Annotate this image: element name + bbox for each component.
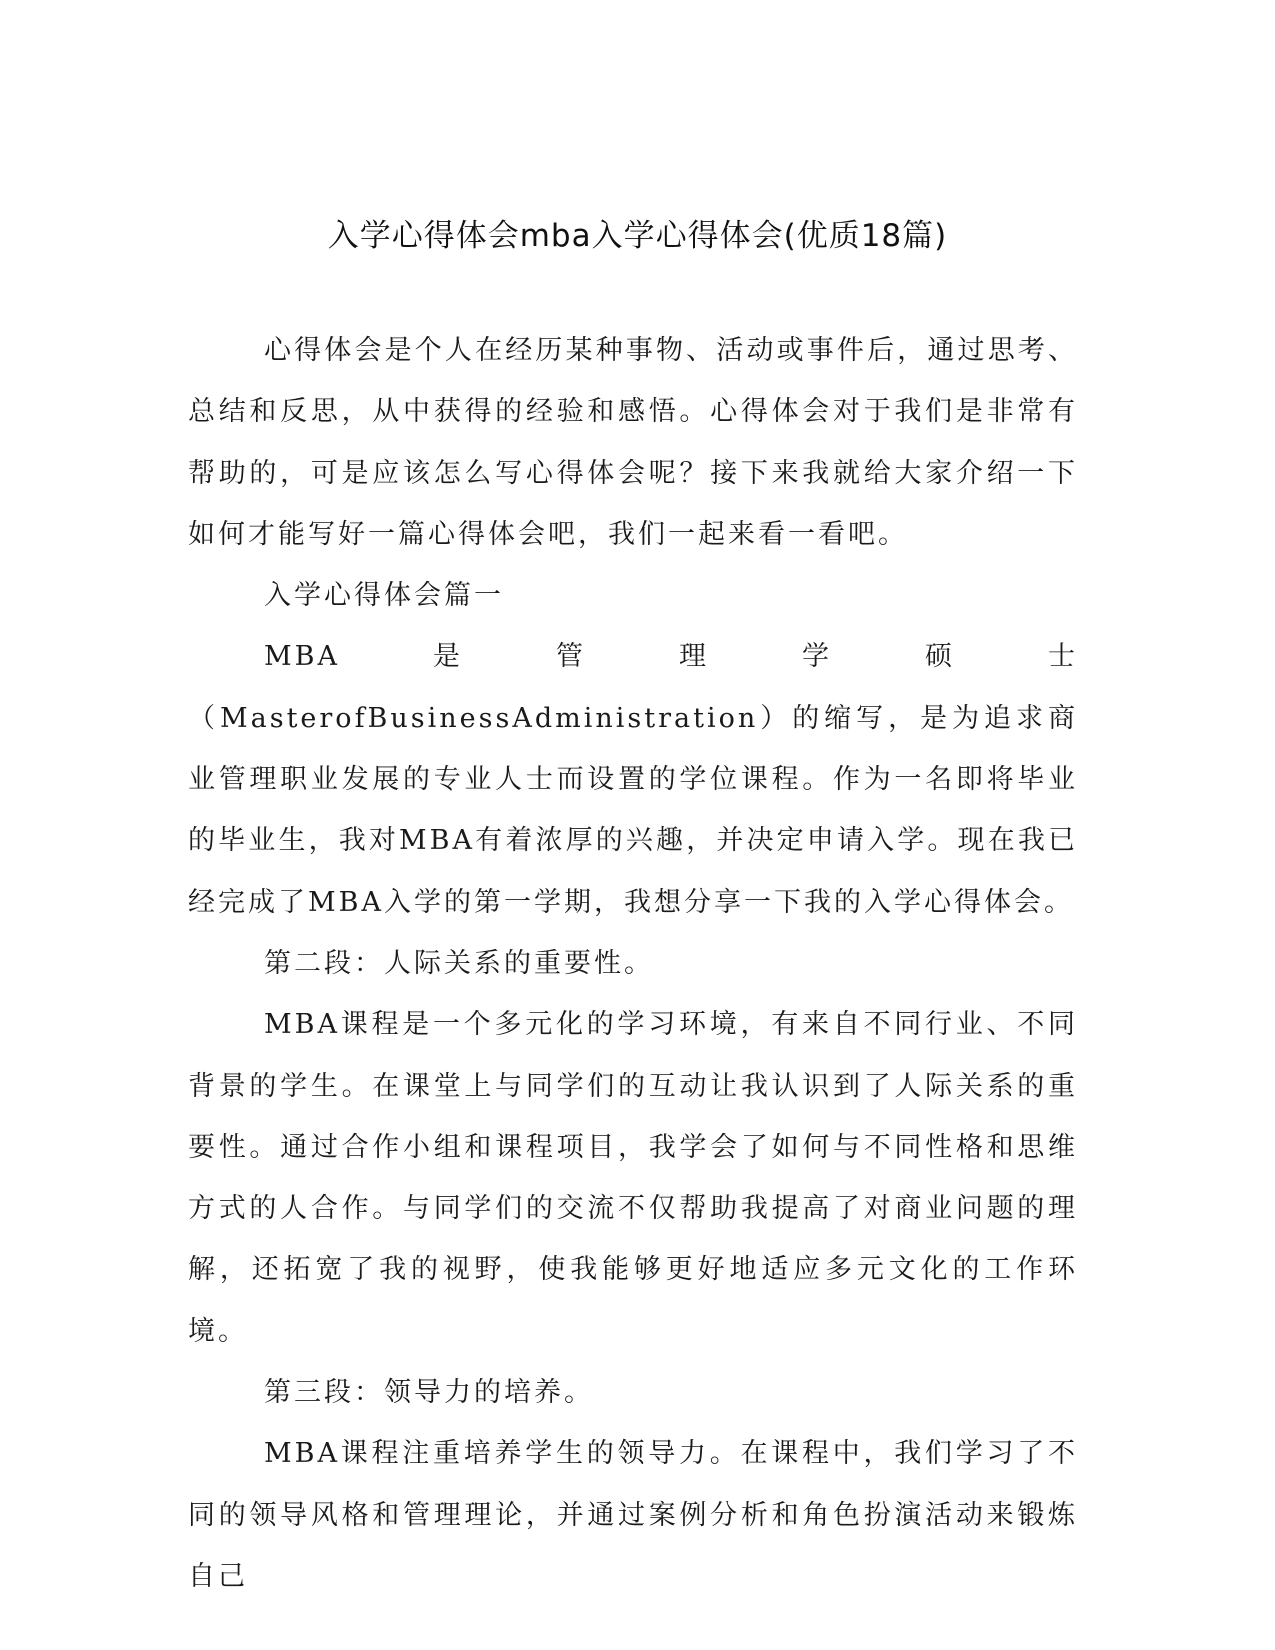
- section-heading-third: 第三段：领导力的培养。: [264, 1377, 594, 1409]
- body-paragraph: MBA课程是一个多元化的学习环境，有来自不同行业、不同背景的学生。在课堂上与同学们的互动让我认识到了人际关系的重要性。通过合作小组和课程项目，我学会了如何与不同性格和思维方式的人合作。与同学们的交流不仅帮助我提高了对商业问题的理解，还拓宽了我的视野，使我能够更好地适应多元文化的工作环境。: [188, 1009, 1078, 1347]
- body-paragraph: MBA是管理学硕士（MasterofBusinessAdministration）的缩写，是为追求商业管理职业发展的专业人士而设置的学位课程。作为一名即将毕业的毕业生，我对MBA有着浓厚的兴趣，并决定申请入学。现在我已经完成了MBA入学的第一学期，我想分享一下我的入学心得体会。: [188, 641, 1078, 918]
- section-heading-second: 第二段：人际关系的重要性。: [264, 947, 654, 979]
- section-heading-part-one: 入学心得体会篇一: [264, 580, 504, 612]
- document-title: 入学心得体会mba入学心得体会(优质18篇): [327, 218, 948, 254]
- intro-paragraph: 心得体会是个人在经历某种事物、活动或事件后，通过思考、总结和反思，从中获得的经验和感悟。心得体会对于我们是非常有帮助的，可是应该怎么写心得体会呢？接下来我就给大家介绍一下如何才能写好一篇心得体会吧，我们一起来看一看吧。: [188, 335, 1078, 550]
- document-body: [188, 320, 1078, 1607]
- body-paragraph: MBA课程注重培养学生的领导力。在课程中，我们学习了不同的领导风格和管理理论，并通过案例分析和角色扮演活动来锻炼自己: [188, 1438, 1078, 1592]
